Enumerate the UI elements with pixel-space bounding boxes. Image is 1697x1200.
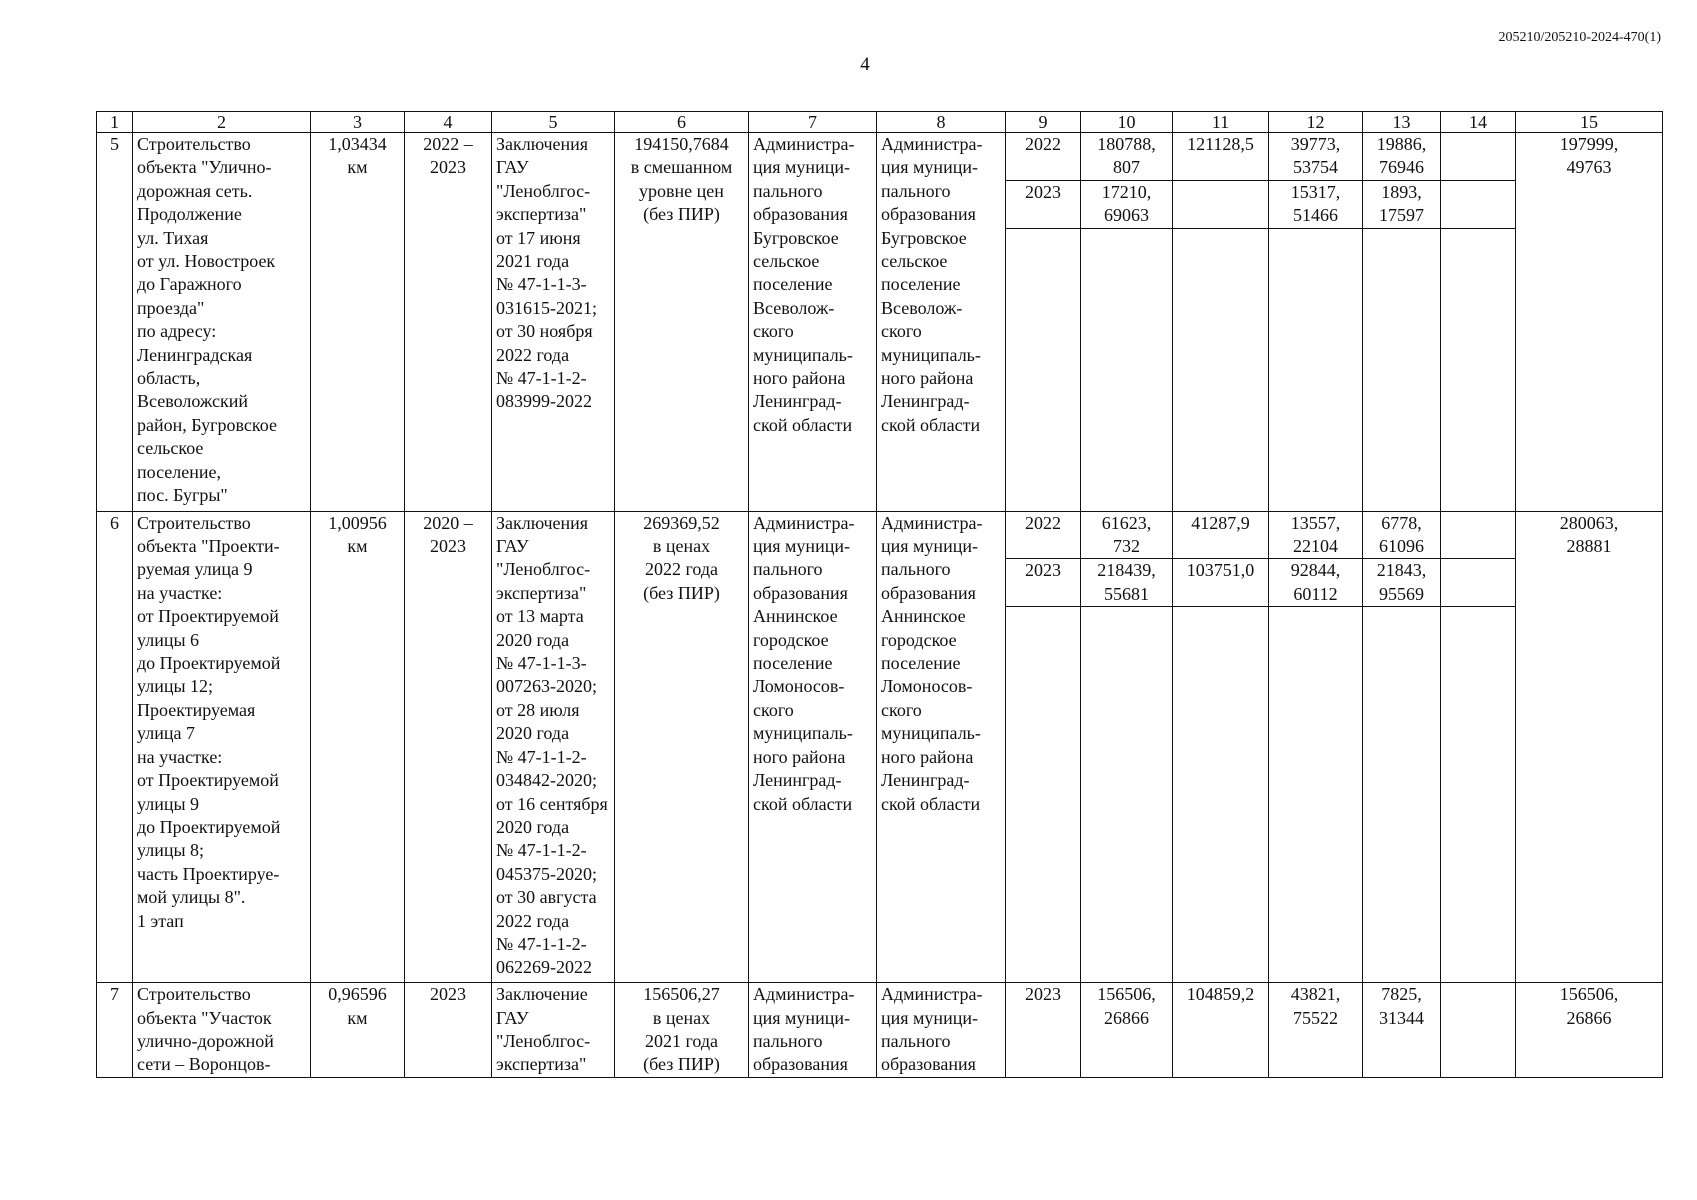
- empty-cell: [1441, 607, 1516, 983]
- column-number: 8: [877, 112, 1006, 133]
- other-amount: [1441, 511, 1516, 559]
- local-amount: 19886, 76946: [1363, 133, 1441, 181]
- construction-period: 2022 – 2023: [405, 133, 492, 512]
- financing-year: 2023: [1006, 983, 1081, 1078]
- local-amount: 21843, 95569: [1363, 559, 1441, 607]
- local-amount: 7825, 31344: [1363, 983, 1441, 1078]
- expert-conclusion: Заключения ГАУ "Леноблгос- экспертиза" от 13 марта 2020 года № 47-1-1-3- 007263-2020; от 28 июля 2020 года № 47-1-1-2- 034842-2020; от 16 сентября 2020 года № 47-1-1-2- 045375-2020; от 30 августа 2022 года № 47-1-1-2- 062269-2022: [492, 511, 615, 983]
- empty-cell: [1363, 228, 1441, 511]
- other-amount: [1441, 559, 1516, 607]
- other-amount: [1441, 180, 1516, 228]
- estimated-cost: 194150,7684 в смешанном уровне цен (без ПИР): [615, 133, 749, 512]
- row-number: 5: [97, 133, 133, 512]
- financing-year: 2023: [1006, 559, 1081, 607]
- regional-amount: 43821, 75522: [1269, 983, 1363, 1078]
- column-number: 14: [1441, 112, 1516, 133]
- empty-cell: [1081, 228, 1173, 511]
- developer: Администра- ция муници- пального образования: [877, 983, 1006, 1078]
- other-amount: [1441, 983, 1516, 1078]
- column-number: 7: [749, 112, 877, 133]
- table-row: [97, 511, 1663, 559]
- federal-amount: 104859,2: [1173, 983, 1269, 1078]
- developer: Администра- ция муници- пального образования Бугровское сельское поселение Всеволож- ского муниципаль- ного района Ленинград- ской области: [877, 133, 1006, 512]
- federal-amount: [1173, 180, 1269, 228]
- empty-cell: [1006, 607, 1081, 983]
- local-amount: 6778, 61096: [1363, 511, 1441, 559]
- construction-period: 2023: [405, 983, 492, 1078]
- column-number: 1: [97, 112, 133, 133]
- column-number: 6: [615, 112, 749, 133]
- other-amount: [1441, 133, 1516, 181]
- column-number: 10: [1081, 112, 1173, 133]
- customer: Администра- ция муници- пального образования Бугровское сельское поселение Всеволож- ского муниципаль- ного района Ленинград- ской области: [749, 133, 877, 512]
- estimated-cost: 269369,52 в ценах 2022 года (без ПИР): [615, 511, 749, 983]
- empty-cell: [1173, 228, 1269, 511]
- federal-amount: 103751,0: [1173, 559, 1269, 607]
- column-15-value: 280063, 28881: [1516, 511, 1663, 983]
- estimated-cost: 156506,27 в ценах 2021 года (без ПИР): [615, 983, 749, 1078]
- column-number: 12: [1269, 112, 1363, 133]
- expert-conclusion: Заключения ГАУ "Леноблгос- экспертиза" от 17 июня 2021 года № 47-1-1-3- 031615-2021; от 30 ноября 2022 года № 47-1-1-2- 083999-2022: [492, 133, 615, 512]
- regional-amount: 15317, 51466: [1269, 180, 1363, 228]
- column-number: 3: [311, 112, 405, 133]
- developer: Администра- ция муници- пального образования Аннинское городское поселение Ломоносов- ского муниципаль- ного района Ленинград- ской области: [877, 511, 1006, 983]
- column-15-value: 197999, 49763: [1516, 133, 1663, 512]
- financing-year: 2022: [1006, 133, 1081, 181]
- table-row: [97, 983, 1663, 1078]
- customer: Администра- ция муници- пального образования: [749, 983, 877, 1078]
- capacity: 1,00956 км: [311, 511, 405, 983]
- column-number-row: [97, 112, 1663, 133]
- regional-amount: 92844, 60112: [1269, 559, 1363, 607]
- financing-year: 2022: [1006, 511, 1081, 559]
- capacity: 1,03434 км: [311, 133, 405, 512]
- capacity: 0,96596 км: [311, 983, 405, 1078]
- column-number: 13: [1363, 112, 1441, 133]
- empty-cell: [1173, 607, 1269, 983]
- empty-cell: [1081, 607, 1173, 983]
- total-amount: 156506, 26866: [1081, 983, 1173, 1078]
- column-number: 9: [1006, 112, 1081, 133]
- program-table: [96, 111, 1663, 1078]
- object-name: Строительство объекта "Участок улично-дорожной сети – Воронцов-: [133, 983, 311, 1078]
- construction-period: 2020 – 2023: [405, 511, 492, 983]
- total-amount: 17210, 69063: [1081, 180, 1173, 228]
- empty-cell: [1363, 607, 1441, 983]
- customer: Администра- ция муници- пального образования Аннинское городское поселение Ломоносов- ского муниципаль- ного района Ленинград- ской области: [749, 511, 877, 983]
- financing-year: 2023: [1006, 180, 1081, 228]
- object-name: Строительство объекта "Проекти- руемая улица 9 на участке: от Проектируемой улицы 6 до Проектируемой улицы 12; Проектируемая улица 7 на участке: от Проектируемой улицы 9 до Проектируемой улицы 8; часть Проектируе- мой улицы 8". 1 этап: [133, 511, 311, 983]
- total-amount: 218439, 55681: [1081, 559, 1173, 607]
- column-number: 4: [405, 112, 492, 133]
- row-number: 6: [97, 511, 133, 983]
- total-amount: 61623, 732: [1081, 511, 1173, 559]
- column-number: 15: [1516, 112, 1663, 133]
- total-amount: 180788, 807: [1081, 133, 1173, 181]
- table-row: [97, 133, 1663, 181]
- expert-conclusion: Заключение ГАУ "Леноблгос- экспертиза": [492, 983, 615, 1078]
- regional-amount: 39773, 53754: [1269, 133, 1363, 181]
- column-number: 5: [492, 112, 615, 133]
- document-number: 205210/205210-2024-470(1): [1498, 30, 1661, 45]
- regional-amount: 13557, 22104: [1269, 511, 1363, 559]
- column-number: 2: [133, 112, 311, 133]
- empty-cell: [1006, 228, 1081, 511]
- empty-cell: [1269, 607, 1363, 983]
- row-number: 7: [97, 983, 133, 1078]
- column-number: 11: [1173, 112, 1269, 133]
- federal-amount: 121128,5: [1173, 133, 1269, 181]
- federal-amount: 41287,9: [1173, 511, 1269, 559]
- empty-cell: [1269, 228, 1363, 511]
- empty-cell: [1441, 228, 1516, 511]
- object-name: Строительство объекта "Улично- дорожная сеть. Продолжение ул. Тихая от ул. Новостроек до Гаражного проезда" по адресу: Ленинградская область, Всеволожский район, Бугровское сельское поселение, пос. Бугры": [133, 133, 311, 512]
- column-15-value: 156506, 26866: [1516, 983, 1663, 1078]
- page-number: 4: [860, 54, 870, 75]
- local-amount: 1893, 17597: [1363, 180, 1441, 228]
